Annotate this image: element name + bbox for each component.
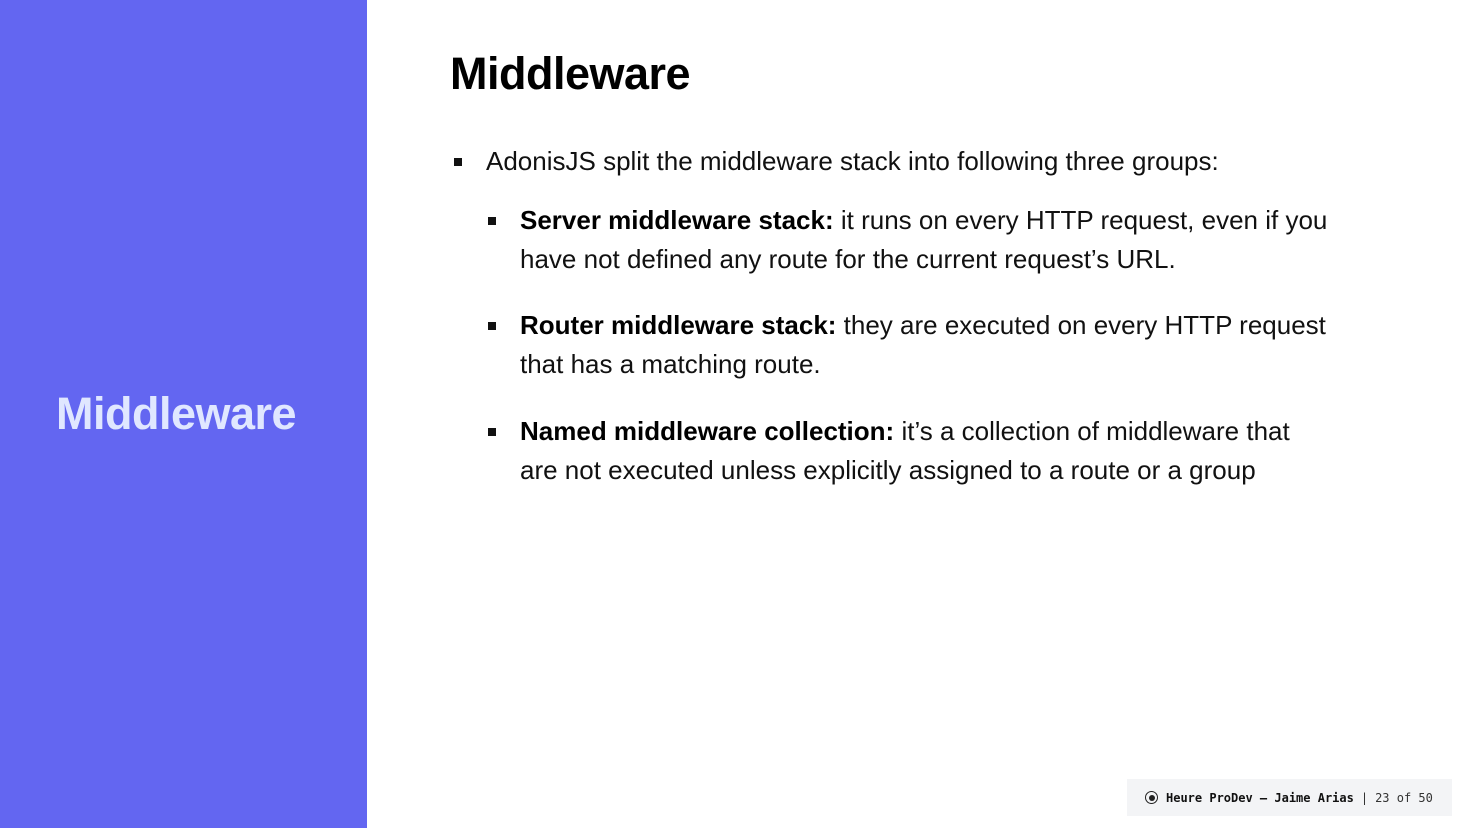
bullet-icon bbox=[488, 428, 496, 436]
footer-title: Heure ProDev – Jaime Arias bbox=[1166, 790, 1354, 805]
item-text: it runs on every HTTP request, even if you bbox=[833, 205, 1328, 235]
section-title: Middleware bbox=[56, 388, 297, 439]
list-item-server-middleware bbox=[520, 201, 1400, 279]
item-label: Server middleware stack: bbox=[520, 205, 834, 235]
slide-footer bbox=[1127, 779, 1452, 816]
page-counter: 23 of 50 bbox=[1375, 790, 1433, 805]
item-text: it’s a collection of middleware that bbox=[894, 416, 1290, 446]
item-text: have not defined any route for the current request’s URL. bbox=[520, 244, 1176, 274]
page-title: Middleware bbox=[450, 48, 691, 99]
item-text: are not executed unless explicitly assigned to a route or a group bbox=[520, 455, 1256, 485]
item-label: Named middleware collection: bbox=[520, 416, 895, 446]
intro-text: AdonisJS split the middleware stack into following three groups: bbox=[486, 146, 1219, 176]
side-panel bbox=[0, 0, 367, 828]
record-icon bbox=[1145, 791, 1158, 804]
list-item-router-middleware bbox=[520, 306, 1400, 384]
footer-separator: | bbox=[1360, 790, 1369, 805]
item-text: that has a matching route. bbox=[520, 349, 821, 379]
bullet-icon bbox=[454, 158, 462, 166]
bullet-icon bbox=[488, 322, 496, 330]
item-label: Router middleware stack: bbox=[520, 310, 837, 340]
bullet-icon bbox=[488, 217, 496, 225]
list-item-named-middleware bbox=[520, 412, 1400, 490]
item-text: they are executed on every HTTP request bbox=[836, 310, 1326, 340]
